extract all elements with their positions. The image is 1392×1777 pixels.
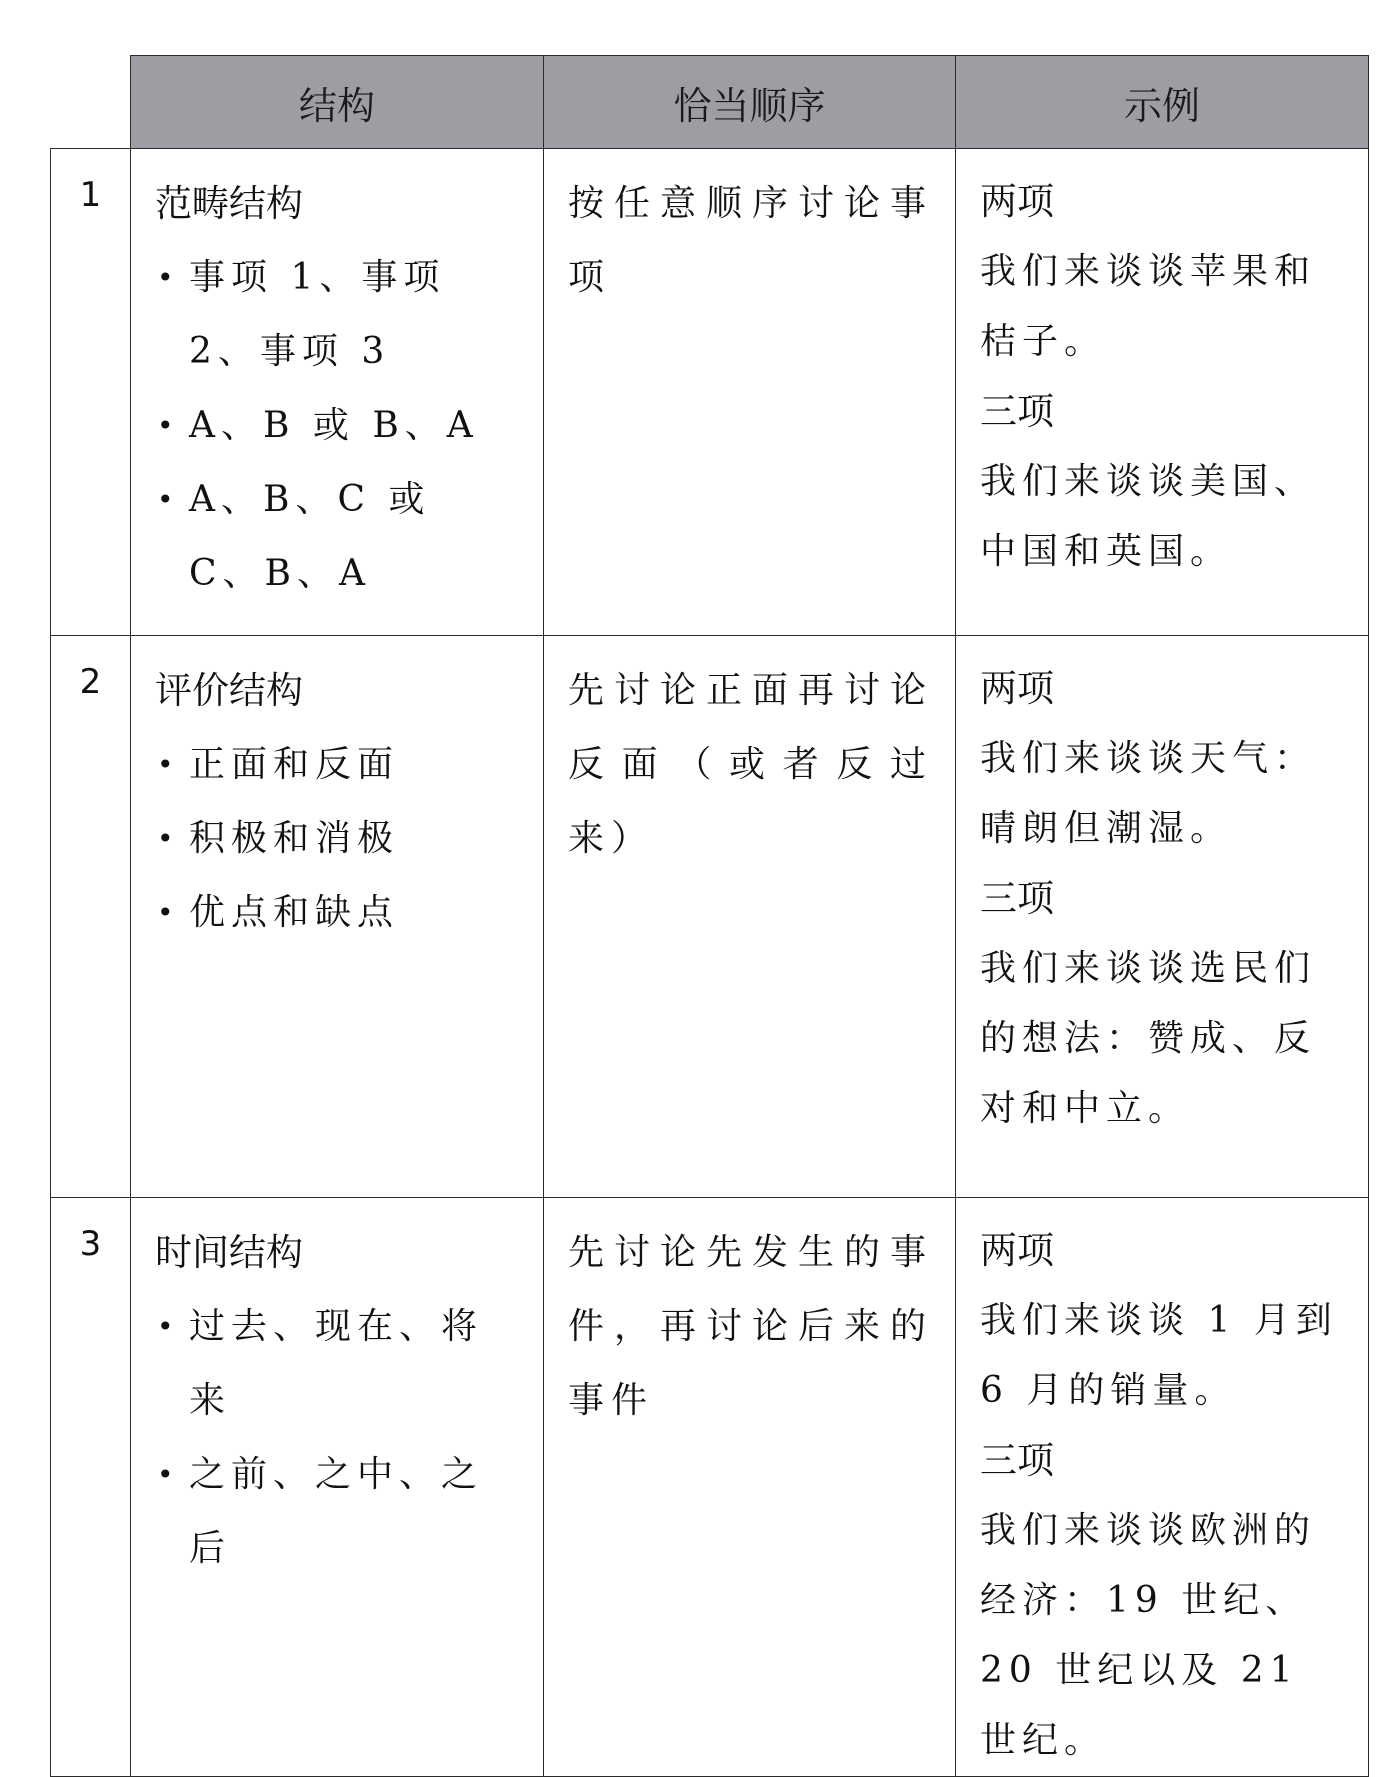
example-label-three: 三项: [980, 877, 1054, 920]
example-label-two: 两项: [980, 180, 1054, 223]
example-cell: [956, 636, 1369, 1198]
row-number: 3: [51, 1198, 131, 1777]
list-item: • 优点和缺点: [155, 876, 521, 950]
structure-cell: [131, 1198, 544, 1777]
structure-title: 评价结构: [155, 669, 303, 712]
list-item: • 之前、之中、之后: [155, 1438, 521, 1586]
structure-list: [155, 728, 521, 950]
example-label-three: 三项: [980, 1439, 1054, 1482]
example-text-two: 我们来谈谈苹果和桔子。: [980, 251, 1317, 362]
example-cell: [956, 149, 1369, 636]
list-item: • 事项 1、事项 2、事项 3: [155, 241, 521, 389]
order-text: 先讨论正面再讨论反面（或者反过来）: [568, 670, 933, 859]
order-text: 按任意顺序讨论事项: [568, 183, 933, 298]
order-text: 先讨论先发生的事件，再讨论后来的事件: [568, 1232, 933, 1421]
list-item: • A、B、C 或 C、B、A: [155, 463, 521, 611]
example-label-two: 两项: [980, 667, 1054, 710]
row-number: 1: [51, 149, 131, 636]
header-structure: 结构: [131, 56, 544, 149]
example-cell: [956, 1198, 1369, 1777]
order-cell: [544, 1198, 956, 1777]
structure-title: 范畴结构: [155, 182, 303, 225]
structure-table: [50, 55, 1369, 1777]
header-order: 恰当顺序: [544, 56, 956, 149]
order-cell: [544, 149, 956, 636]
table-header-row: [51, 56, 1369, 149]
order-cell: [544, 636, 956, 1198]
example-text-three: 我们来谈谈美国、中国和英国。: [980, 461, 1317, 572]
list-item: • 积极和消极: [155, 802, 521, 876]
example-label-two: 两项: [980, 1229, 1054, 1272]
list-item: • A、B 或 B、A: [155, 389, 521, 463]
structure-list: [155, 241, 521, 611]
example-text-two: 我们来谈谈天气：晴朗但潮湿。: [980, 738, 1317, 849]
structure-cell: [131, 636, 544, 1198]
example-text-three: 我们来谈谈欧洲的经济：19 世纪、20 世纪以及 21 世纪。: [980, 1510, 1317, 1761]
table-row: [51, 636, 1369, 1198]
row-number: 2: [51, 636, 131, 1198]
list-item: • 过去、现在、将来: [155, 1290, 521, 1438]
table-row: [51, 1198, 1369, 1777]
header-blank-cell: [51, 56, 131, 149]
list-item: • 正面和反面: [155, 728, 521, 802]
table-row: [51, 149, 1369, 636]
header-example: 示例: [956, 56, 1369, 149]
structure-title: 时间结构: [155, 1231, 303, 1274]
structure-list: [155, 1290, 521, 1586]
structure-cell: [131, 149, 544, 636]
example-text-two: 我们来谈谈 1 月到 6 月的销量。: [980, 1300, 1338, 1411]
example-label-three: 三项: [980, 390, 1054, 433]
example-text-three: 我们来谈谈选民们的想法：赞成、反对和中立。: [980, 948, 1317, 1129]
